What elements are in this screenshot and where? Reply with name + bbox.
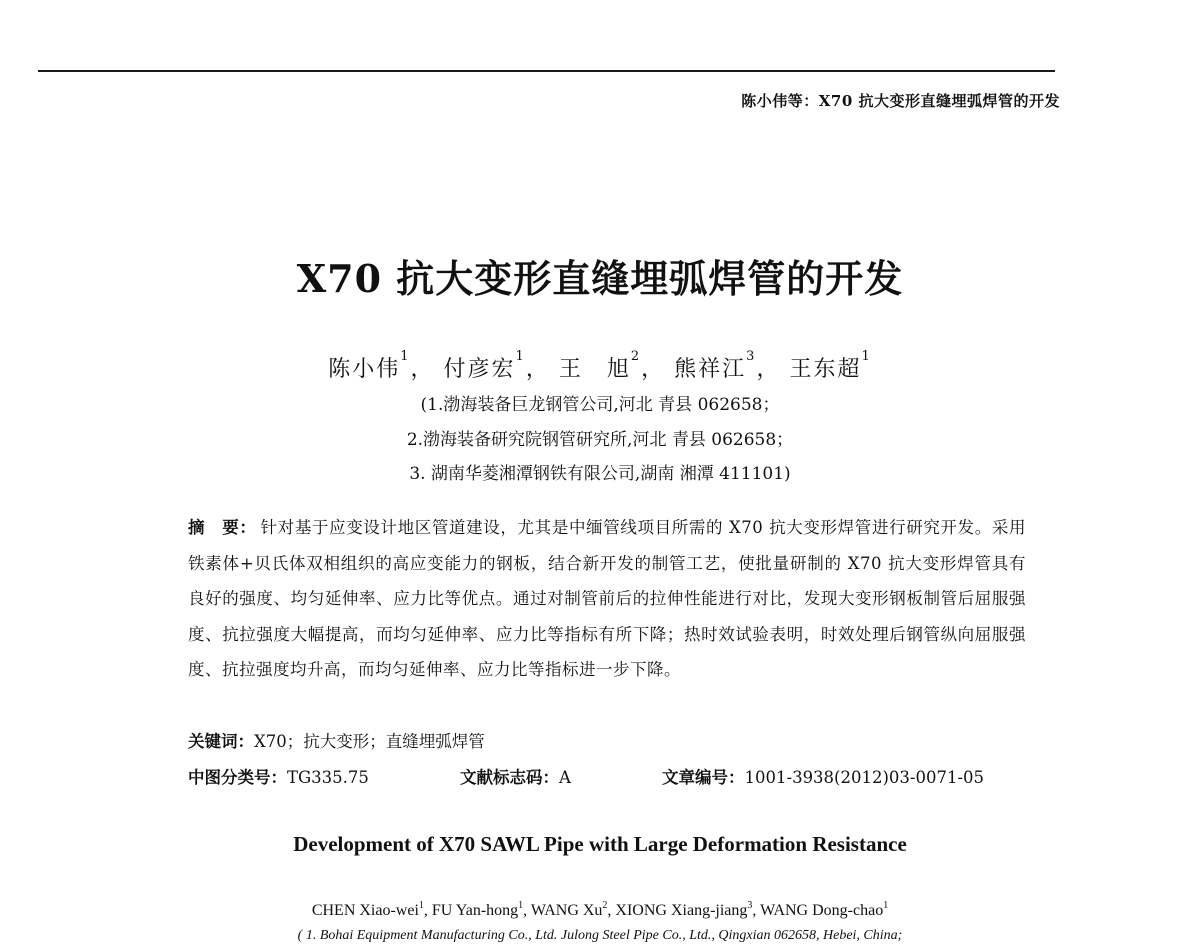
author-affiliation-mark: 2 — [630, 349, 642, 364]
english-author-list — [0, 902, 1200, 920]
keywords-label: 关键词： — [188, 732, 254, 751]
english-author-separator: , — [523, 902, 531, 919]
english-author-affiliation-mark: 1 — [418, 900, 424, 911]
article-number-label: 文章编号： — [662, 768, 745, 787]
author-name: 付彦宏 — [443, 357, 516, 382]
header-rule — [38, 70, 1055, 72]
affiliation-2: 2.渤海装备研究院钢管研究所,河北 青县 062658； — [406, 430, 794, 450]
keywords-text: X70；抗大变形；直缝埋弧焊管 — [254, 732, 485, 751]
english-author-affiliation-mark: 1 — [518, 900, 524, 911]
author-affiliation-mark: 1 — [515, 349, 526, 364]
author — [328, 349, 435, 382]
english-author-name: WANG Dong-chao — [760, 902, 884, 919]
english-title: Development of X70 SAWL Pipe with Large Deformation Resistance — [293, 832, 907, 856]
english-author-name: XIONG Xiang-jiang — [615, 902, 748, 919]
author — [789, 349, 872, 382]
document-code-label: 文献标志码： — [460, 768, 559, 787]
english-author-name: CHEN Xiao-wei — [311, 902, 419, 919]
author — [443, 349, 550, 382]
author-list — [0, 349, 1200, 383]
document-code-value: A — [559, 768, 571, 787]
english-affiliation: ( 1. Bohai Equipment Manufacturing Co., Ltd. Julong Steel Pipe Co., Ltd., Qingxian 062658, Hebei, China; — [297, 928, 903, 943]
affiliation-3: 3. 湖南华菱湘潭钢铁有限公司,湖南 湘潭 411101) — [409, 464, 791, 484]
author-separator: ， — [525, 357, 550, 382]
english-author — [312, 902, 432, 919]
author-separator: ， — [756, 357, 781, 382]
author — [558, 349, 666, 382]
english-author-affiliation-mark: 2 — [602, 900, 608, 911]
author-separator: ， — [410, 357, 435, 382]
article-number — [662, 764, 984, 788]
clc-label: 中图分类号： — [188, 768, 287, 787]
author-affiliation-mark: 1 — [400, 349, 411, 364]
english-author — [531, 902, 616, 919]
paper-title: X70 抗大变形直缝埋弧焊管的开发 — [296, 256, 904, 301]
affiliation-1: (1.渤海装备巨龙钢管公司,河北 青县 062658； — [420, 395, 780, 415]
english-author-affiliation-mark: 1 — [883, 900, 889, 911]
document-code — [460, 764, 571, 788]
running-head: 陈小伟等：X70 抗大变形直缝埋弧焊管的开发 — [741, 92, 1060, 110]
english-author-name: WANG Xu — [530, 902, 603, 919]
english-author — [615, 902, 760, 919]
clc-value: TG335.75 — [287, 768, 369, 787]
author-name: 王东超 — [789, 357, 862, 382]
english-author-separator: , — [423, 902, 432, 919]
abstract-label: 摘 要： — [188, 518, 257, 537]
english-author — [760, 902, 888, 919]
clc-number — [188, 764, 369, 788]
english-author-separator: , — [607, 902, 616, 919]
abstract — [188, 510, 1026, 688]
author — [674, 349, 781, 382]
english-author-name: FU Yan-hong — [431, 902, 519, 919]
article-number-value: 1001-3938(2012)03-0071-05 — [744, 768, 985, 787]
keywords — [188, 728, 485, 752]
author-separator: ， — [641, 357, 666, 382]
author-affiliation-mark: 1 — [861, 349, 872, 364]
english-author-separator: , — [752, 902, 761, 919]
author-affiliation-mark: 3 — [746, 349, 757, 364]
author-name: 陈小伟 — [328, 357, 401, 382]
english-author — [432, 902, 531, 919]
english-author-affiliation-mark: 3 — [747, 900, 753, 911]
abstract-text: 针对基于应变设计地区管道建设，尤其是中缅管线项目所需的 X70 抗大变形焊管进行研究开发。采用铁素体+贝氏体双相组织的高应变能力的钢板，结合新开发的制管工艺，使批量研制的 X70 抗大变形焊管具有良好的强度、均匀延伸率、应力比等优点。通过对制管前后的拉伸性能进行对比，发现大变形钢板制管后屈服强度、抗拉强度大幅提高，而均匀延伸率、应力比等指标有所下降；热时效试验表明，时效处理后钢管纵向屈服强度、抗拉强度均升高，而均匀延伸率、应力比等指标进一步下降。 — [188, 518, 1027, 679]
author-name: 王 旭 — [558, 357, 631, 382]
author-name: 熊祥江 — [674, 357, 747, 382]
